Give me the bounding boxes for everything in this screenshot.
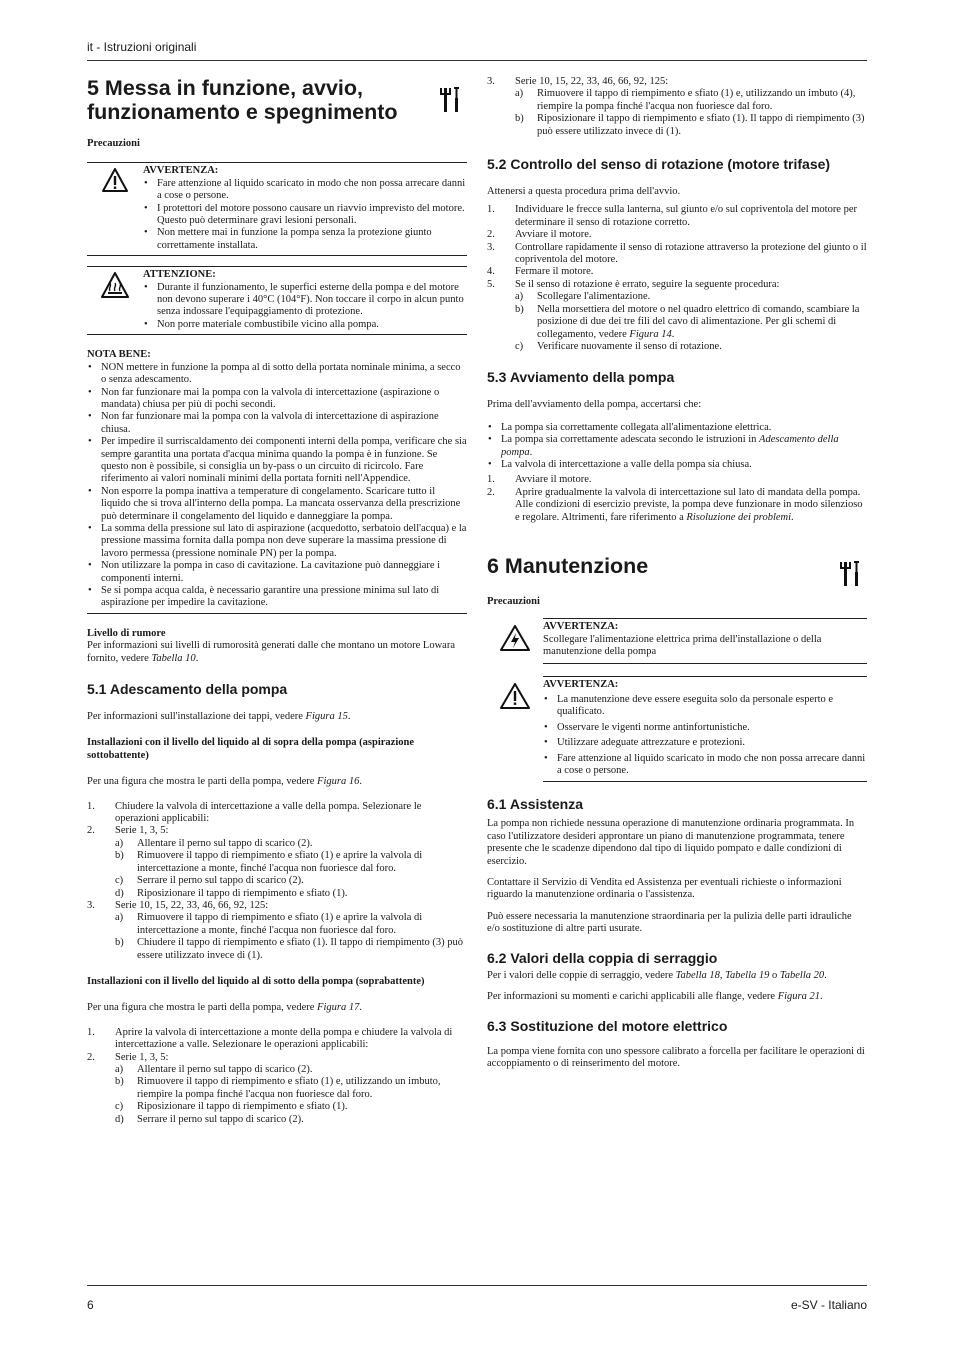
section-5-title: 5 Messa in funzione, avvio, funzionamento e spegnimento [87,76,398,124]
step-text: Serie 1, 3, 5: [115,825,169,837]
warning-title: AVVERTENZA: [543,678,619,690]
step-text: Serie 1, 3, 5: [115,1051,169,1063]
priming-intro: Per informazioni sull'installazione dei tappi, vedere Figura 15. [87,711,351,723]
page-header: it - Istruzioni originali [87,40,197,54]
warning-icon [499,682,531,710]
note-item: • Non far funzionare mai la pompa con la valvola di intercettazione (aspirazione o mandata) chiusa per più di pochi secondi. [87,387,467,412]
electrical-hazard-icon [499,624,531,652]
startup-intro: Prima dell'avviamento della pompa, accertarsi che: [487,399,702,411]
service-paragraph: Contattare il Servizio di Vendita ed Assistenza per eventuali richieste o informazioni riguardo la manutenzione ordinaria o l'assistenza. [487,877,842,901]
caution-item: • Durante il funzionamento, le superfici esterne della pompa e del motore non devono superare i 40°C (104°F). Non toccare il corpo in alcun punto senza indossare l'equipaggiamento di protezione. [143,282,467,319]
torque-paragraph: Per i valori delle coppie di serraggio, vedere Tabella 18, Tabella 19 o Tabella 20. [487,969,827,981]
figure-ref[interactable]: Figura 17 [317,1002,360,1014]
hot-surface-icon [100,271,130,299]
step-text: Fermare il motore. [515,266,594,278]
substep-text: Rimuovere il tappo di riempimento e sfiato (1) e aprire la valvola di intercettazione a monte, finché l'acqua non fuoriesce dal foro. [137,850,423,874]
warning-item: • Non mettere mai in funzione la pompa senza la protezione giunto correttamente installata. [143,227,467,252]
rotation-intro: Attenersi a questa procedura prima dell'avvio. [487,186,681,198]
note-item: • La somma della pressione sul lato di aspirazione (acquedotto, serbatoio dell'acqua) e la pressione massima fornita dalla pompa non deve superare la massima pressione di lavoro permessa (pressione nominale PN) per la pompa. [87,523,467,560]
warning-item: • Utilizzare adeguate attrezzature e protezioni. [543,737,867,749]
warning-item: • I protettori del motore possono causare un riavvio imprevisto del motore. Questo può determinare gravi lesioni personali. [143,203,467,228]
checklist-item: • La pompa sia correttamente adescata secondo le istruzioni in Adescamento della pompa. [487,434,867,459]
section-ref[interactable]: Adescamento della pompa [501,434,839,458]
substep-text: Riposizionare il tappo di riempimento e sfiato (1). [137,1101,348,1113]
warning-item: • Osservare le vigenti norme antinfortunistiche. [543,722,867,734]
warning-icon [101,167,129,193]
section-ref[interactable]: Risoluzione dei problemi [686,511,792,523]
section-6-1-title: 6.1 Assistenza [487,796,583,813]
checklist-item: • La valvola di intercettazione a valle della pompa sia chiusa. [487,459,867,471]
figure-ref[interactable]: Figura 16 [317,776,360,788]
warning-item: • Fare attenzione al liquido scaricato in modo che non possa arrecare danni a cose o persone. [543,753,867,778]
section-6-2-title: 6.2 Valori della coppia di serraggio [487,949,718,966]
flange-paragraph: Per informazioni su momenti e carichi applicabili alle flange, vedere Figura 21. [487,991,823,1003]
substep-text: Serrare il perno sul tappo di scarico (2). [137,1113,304,1125]
warning-item: • La manutenzione deve essere eseguita solo da personale esperto e qualificato. [543,694,867,719]
subheading-flooded: Installazioni con il livello del liquido al di sopra della pompa (aspirazione sottobattente) [87,737,415,761]
step-text: Chiudere la valvola di intercettazione a valle della pompa. Selezionare le operazioni applicabili: [115,800,422,825]
figure-ref[interactable]: Figura 14 [629,328,672,340]
substep-text: Allentare il perno sul tappo di scarico (2). [137,837,313,849]
section-6-title: 6 Manutenzione [487,553,649,578]
suction-lift-intro: Per una figura che mostra le parti della pompa, vedere Figura 17. [87,1002,362,1014]
warning-item: • Fare attenzione al liquido scaricato in modo che non possa arrecare danni a cose o persone. [143,178,467,203]
note-item: • Se si pompa acqua calda, è necessario garantire una pressione minima sul lato di aspirazione per impedire la cavitazione. [87,585,467,610]
step-text: Aprire la valvola di intercettazione a monte della pompa e chiudere la valvola di intercettazione a valle. Selezionare le operazioni applicabili: [115,1026,453,1051]
caution-title: ATTENZIONE: [143,269,216,281]
step-text: Individuare le frecce sulla lanterna, sul giunto e/o sul copriventola del motore per determinare il senso di rotazione corretto. [515,204,858,228]
step-text: Avviare il motore. [515,474,592,486]
step-text: Aprire gradualmente la valvola di intercettazione sul lato di mandata della pompa. Alle condizioni di esercizio previste, la pompa deve funzionare in modo silenzioso e regolare. Altrimenti, fare riferimento a Risoluzione dei problemi. [515,486,863,523]
page-number: 6 [87,1298,94,1312]
warning-box [87,162,467,256]
subheading-suction-lift: Installazioni con il livello del liquido al di sotto della pompa (soprabattente) [87,975,425,987]
warning-title: AVVERTENZA: [143,165,219,177]
section-5-1-title: 5.1 Adescamento della pompa [87,681,288,698]
electrical-warning-box [487,618,867,663]
caution-box [87,266,467,335]
maintenance-warning-box [487,676,867,783]
figure-ref[interactable]: Figura 15 [305,711,348,723]
substep-text: Riposizionare il tappo di riempimento e sfiato (1). Il tappo di riempimento (3) può essere utilizzato invece di (1). [537,113,865,137]
table-ref[interactable]: Tabella 19 [725,969,770,981]
tools-icon [835,558,867,590]
section-6-3-title: 6.3 Sostituzione del motore elettrico [487,1017,728,1034]
step-text: Serie 10, 15, 22, 33, 46, 66, 92, 125: [115,899,269,911]
substep-text: Rimuovere il tappo di riempimento e sfiato (1) e, utilizzando un imbuto, riempire la pompa finché l'acqua non fuoriesce dal foro. [137,1076,441,1100]
note-item: • Non far funzionare mai la pompa con la valvola di intercettazione di aspirazione chiusa. [87,411,467,436]
substep-text: Nella morsettiera del motore o nel quadro elettrico di comando, scambiare la posizione di due dei tre fili del cavo di alimentazione. Per gli schemi di collegamento, vedere Figura 14. [537,303,860,340]
substep-text: Rimuovere il tappo di riempimento e sfiato (1) e, utilizzando un imbuto (4), riempire la pompa finché l'acqua non fuoriesce dal foro. [537,88,856,112]
section-5-2-title: 5.2 Controllo del senso di rotazione (motore trifase) [487,156,831,173]
startup-checklist [487,422,867,472]
note-item: • NON mettere in funzione la pompa al di sotto della portata nominale minima, a secco o senza adescamento. [87,362,467,387]
right-column [487,76,867,1070]
step-text: Avviare il motore. [515,229,592,241]
substep-text: Riposizionare il tappo di riempimento e sfiato (1). [137,887,348,899]
substep-text: Rimuovere il tappo di riempimento e sfiato (1) e aprire la valvola di intercettazione a monte, finché l'acqua non fuoriesce dal foro. [137,912,423,936]
note-item: • Per impedire il surriscaldamento dei componenti interni della pompa, verificare che sia sempre garantita una portata d'acqua minima quando la pompa è in funzione. Se questo non è possibile, si consiglia un by-pass o un circuito di ricircolo. Fare riferimento ai valori nominali minimi della portata forniti nell'Appendice. [87,436,467,486]
suction-lift-steps: 1. Aprire la valvola di intercettazione a monte della pompa e chiudere la valvola di intercettazione a valle. Selezionare le operazioni applicabili: 2. Serie 1, 3, 5: a) Allentare il perno sul tappo di scarico (2). b) Rimuovere il tappo di riempimento e sfiato (1) e, utilizzando un imbuto, riempire la pompa finché l'acqua non fuoriesce dal foro. c) Riposizionare il tappo di riempimento e sfiato (1). d) Serrare il perno sul tappo di scarico (2). [87,1027,467,1126]
checklist-item: • La pompa sia correttamente collegata all'alimentazione elettrica. [487,422,867,434]
left-column [87,76,467,1126]
substep-text: Chiudere il tappo di riempimento e sfiato (1). Il tappo di riempimento (3) può essere utilizzato invece di (1). [137,937,464,961]
table-ref[interactable]: Tabella 18 [675,969,720,981]
precautions-label: Precauzioni [487,595,540,607]
caution-item: • Non porre materiale combustibile vicino alla pompa. [143,319,467,331]
warning-title: AVVERTENZA: [543,621,619,633]
substep-text: Scollegare l'alimentazione. [537,291,651,303]
note-item: • Non esporre la pompa inattiva a temperature di congelamento. Scaricare tutto il liquido che si trova all'interno della pompa. La mancata osservanza della prescrizione può determinare il congelamento del liquido e danneggiare la pompa. [87,486,467,523]
precautions-label: Precauzioni [87,138,140,149]
motor-replacement-paragraph: La pompa viene fornita con uno spessore calibrato a forcella per facilitare le operazioni di accoppiamento o di reinserimento del motore. [487,1045,865,1069]
table-ref[interactable]: Tabella 10 [151,652,196,664]
section-5-heading [87,76,467,124]
service-paragraph: Può essere necessaria la manutenzione straordinaria per la pulizia delle parti idrauliche e/o sostituzione di altre parti usurate. [487,910,852,935]
step-text: Se il senso di rotazione è errato, seguire la seguente procedura: [515,278,780,290]
warning-text: Scollegare l'alimentazione elettrica prima dell'installazione o della manutenzione della pompa [543,633,822,658]
flooded-intro: Per una figura che mostra le parti della pompa, vedere Figura 16. [87,776,362,788]
tools-icon [435,84,467,116]
section-5-3-title: 5.3 Avviamento della pompa [487,369,675,386]
step-text: Controllare rapidamente il senso di rotazione attraverso la protezione del giunto o il copriventola del motore. [515,241,867,266]
suction-lift-steps-cont: 3. Serie 10, 15, 22, 33, 46, 66, 92, 125: a) Rimuovere il tappo di riempimento e sfiato (1) e, utilizzando un imbuto (4), riempire la pompa finché l'acqua non fuoriesce dal foro. b) Riposizionare il tappo di riempimento e sfiato (1). Il tappo di riempimento (3) può essere utilizzato invece di (1). [487,76,867,138]
startup-steps: 1. Avviare il motore. 2. Aprire gradualmente la valvola di intercettazione sul lato di mandata della pompa. Alle condizioni di esercizio previste, la pompa deve funzionare in modo silenzioso e regolare. Altrimenti, fare riferimento a Risoluzione dei problemi. [487,474,867,524]
noise-title: Livello di rumore [87,627,166,639]
service-paragraph: La pompa non richiede nessuna operazione di manutenzione ordinaria programmata. In caso l'utilizzatore desideri approntare un piano di manutenzione programmata, tenere presente che le scadenze dipendono dal tipo di liquido pompato e dalle condizioni di esercizio. [487,818,855,867]
substep-text: Verificare nuovamente il senso di rotazione. [537,340,722,352]
section-6-heading [487,542,867,590]
substep-text: Allentare il perno sul tappo di scarico (2). [137,1063,313,1075]
noise-block [87,628,467,665]
header-rule [87,60,867,61]
substep-text: Serrare il perno sul tappo di scarico (2). [137,875,304,887]
note-block [87,349,467,614]
rotation-steps: 1. Individuare le frecce sulla lanterna, sul giunto e/o sul copriventola del motore per determinare il senso di rotazione corretto. 2. Avviare il motore. 3. Controllare rapidamente il senso di rotazione attraverso la protezione del giunto o il copriventola del motore. 4. Fermare il motore. 5. Se il senso di rotazione è errato, seguire la seguente procedura: a) Scollegare l'alimentazione. b) Nella morsettiera del motore o nel quadro elettrico di comando, scambiare la posizione di due dei tre fili del cavo di alimentazione. Per gli schemi di collegamento, vedere Figura 14. c) Verificare nuovamente il senso di rotazione. [487,204,867,352]
note-item: • Non utilizzare la pompa in caso di cavitazione. La cavitazione può danneggiare i componenti interni. [87,560,467,585]
noise-text: Per informazioni sui livelli di rumorosità generati dalle che montano un motore Lowara fornito, vedere Tabella 10. [87,640,455,664]
footer-rule [87,1285,867,1286]
figure-ref[interactable]: Figura 21 [777,991,820,1003]
step-text: Serie 10, 15, 22, 33, 46, 66, 92, 125: [515,76,669,87]
table-ref[interactable]: Tabella 20 [779,969,825,981]
flooded-steps: 1. Chiudere la valvola di intercettazione a valle della pompa. Selezionare le operazioni applicabili: 2. Serie 1, 3, 5: a) Allentare il perno sul tappo di scarico (2). b) Rimuovere il tappo di riempimento e sfiato (1) e aprire la valvola di intercettazione a monte, finché l'acqua non fuoriesce dal foro. c) Serrare il perno sul tappo di scarico (2). d) Riposizionare il tappo di riempimento e sfiato (1). 3. Serie 10, 15, 22, 33, 46, 66, 92, 125: a) Rimuovere il tappo di riempimento e sfiato (1) e aprire la valvola di intercettazione a monte, finché l'acqua non fuoriesce dal foro. b) Chiudere il tappo di riempimento e sfiato (1). Il tappo di riempimento (3) può essere utilizzato invece di (1). [87,801,467,962]
note-title: NOTA BENE: [87,349,151,361]
document-label: e-SV - Italiano [790,1298,867,1312]
